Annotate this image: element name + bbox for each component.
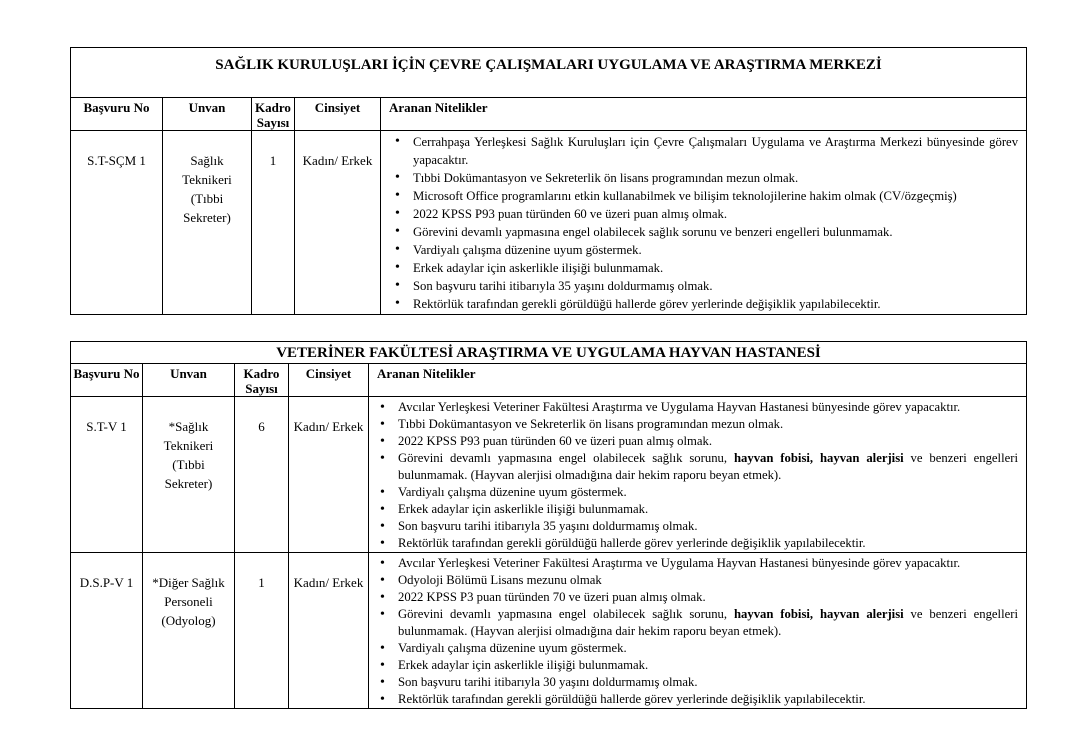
requirements-list: [369, 555, 1018, 708]
table-row: [71, 553, 1027, 709]
cell-kadro-sayisi: 6: [235, 397, 289, 553]
requirement-item: • Tıbbi Dokümantasyon ve Sekreterlik ön lisans programından mezun olmak.: [381, 169, 1018, 187]
cell-unvan: Sağlık Teknikeri (Tıbbi Sekreter): [163, 131, 252, 315]
col-header-cinsiyet: Cinsiyet: [295, 98, 381, 131]
col-header-cinsiyet: Cinsiyet: [289, 364, 369, 397]
table-cevre-calismalari-merkezi: [70, 47, 1027, 315]
requirement-item: • Erkek adaylar için askerlikle ilişiği bulunmamak.: [369, 501, 1018, 518]
requirement-item: • Erkek adaylar için askerlikle ilişiği bulunmamak.: [369, 657, 1018, 674]
col-header-basvuru-no: Başvuru No: [71, 364, 143, 397]
requirement-item: • Avcılar Yerleşkesi Veteriner Fakültesi Araştırma ve Uygulama Hayvan Hastanesi bünyesinde görev yapacaktır.: [369, 399, 1018, 416]
cell-aranan-nitelikler: [369, 553, 1027, 709]
requirement-item: • Rektörlük tarafından gerekli görüldüğü hallerde görev yerlerinde değişiklik yapılabilecektir.: [369, 535, 1018, 552]
requirement-item: • Son başvuru tarihi itibarıyla 35 yaşını doldurmamış olmak.: [369, 518, 1018, 535]
col-header-kadro-sayisi: Kadro Sayısı: [235, 364, 289, 397]
col-header-unvan: Unvan: [143, 364, 235, 397]
table-veteriner-hayvan-hastanesi: [70, 341, 1027, 709]
requirement-text: Görevini devamlı yapmasına engel olabilecek sağlık sorunu,: [398, 451, 734, 465]
requirement-item: • Rektörlük tarafından gerekli görüldüğü hallerde görev yerlerinde değişiklik yapılabilecektir.: [369, 691, 1018, 708]
requirement-item: • Odyoloji Bölümü Lisans mezunu olmak: [369, 572, 1018, 589]
col-header-aranan-nitelikler: Aranan Nitelikler: [369, 364, 1027, 397]
requirement-item: • Vardiyalı çalışma düzenine uyum göstermek.: [369, 640, 1018, 657]
col-header-aranan-nitelikler: Aranan Nitelikler: [381, 98, 1027, 131]
cell-cinsiyet: Kadın/ Erkek: [295, 131, 381, 315]
requirements-list: [381, 133, 1018, 313]
requirement-item: • Erkek adaylar için askerlikle ilişiği bulunmamak.: [381, 259, 1018, 277]
cell-basvuru-no: D.S.P-V 1: [71, 553, 143, 709]
cell-cinsiyet: Kadın/ Erkek: [289, 553, 369, 709]
requirement-item: [369, 606, 1018, 640]
cell-cinsiyet: Kadın/ Erkek: [289, 397, 369, 553]
requirement-item: • Son başvuru tarihi itibarıyla 35 yaşını doldurmamış olmak.: [381, 277, 1018, 295]
table-row: [71, 397, 1027, 553]
requirement-item: • Görevini devamlı yapmasına engel olabilecek sağlık sorunu ve benzeri engelleri bulunmamak.: [381, 223, 1018, 241]
requirement-item: • Son başvuru tarihi itibarıyla 30 yaşını doldurmamış olmak.: [369, 674, 1018, 691]
requirement-item: • Microsoft Office programlarını etkin kullanabilmek ve bilişim teknolojilerine hakim olmak (CV/özgeçmiş): [381, 187, 1018, 205]
requirement-item: [369, 450, 1018, 484]
requirement-text: ve benzeri engelleri bulunmamak. (Hayvan alerjisi olmadığına dair hekim raporu beyan etmek).: [398, 451, 1018, 482]
requirement-item: • Rektörlük tarafından gerekli görüldüğü hallerde görev yerlerinde değişiklik yapılabilecektir.: [381, 295, 1018, 313]
cell-unvan: *Sağlık Teknikeri (Tıbbi Sekreter): [143, 397, 235, 553]
requirement-item: • Avcılar Yerleşkesi Veteriner Fakültesi Araştırma ve Uygulama Hayvan Hastanesi bünyesinde görev yapacaktır.: [369, 555, 1018, 572]
requirement-item: • 2022 KPSS P93 puan türünden 60 ve üzeri puan almış olmak.: [369, 433, 1018, 450]
requirement-item: • Vardiyalı çalışma düzenine uyum göstermek.: [369, 484, 1018, 501]
requirement-item: • Tıbbi Dokümantasyon ve Sekreterlik ön lisans programından mezun olmak.: [369, 416, 1018, 433]
cell-kadro-sayisi: 1: [252, 131, 295, 315]
requirements-list: [369, 399, 1018, 552]
requirement-item: • Cerrahpaşa Yerleşkesi Sağlık Kuruluşları için Çevre Çalışmaları Uygulama ve Araştırma Merkezi bünyesinde görev yapacaktır.: [381, 133, 1018, 169]
requirement-text: ve benzeri engelleri bulunmamak. (Hayvan alerjisi olmadığına dair hekim raporu beyan etmek).: [398, 607, 1018, 638]
cell-unvan: *Diğer Sağlık Personeli (Odyolog): [143, 553, 235, 709]
cell-aranan-nitelikler: [369, 397, 1027, 553]
requirement-text: Görevini devamlı yapmasına engel olabilecek sağlık sorunu,: [398, 607, 734, 621]
requirement-bold-text: hayvan fobisi, hayvan alerjisi: [733, 607, 904, 621]
table-row: [71, 131, 1027, 315]
table-title: SAĞLIK KURULUŞLARI İÇİN ÇEVRE ÇALIŞMALARI UYGULAMA VE ARAŞTIRMA MERKEZİ: [71, 48, 1027, 98]
cell-basvuru-no: S.T-SÇM 1: [71, 131, 163, 315]
cell-aranan-nitelikler: [381, 131, 1027, 315]
table-title: VETERİNER FAKÜLTESİ ARAŞTIRMA VE UYGULAMA HAYVAN HASTANESİ: [71, 342, 1027, 364]
cell-kadro-sayisi: 1: [235, 553, 289, 709]
requirement-item: • 2022 KPSS P3 puan türünden 70 ve üzeri puan almış olmak.: [369, 589, 1018, 606]
col-header-unvan: Unvan: [163, 98, 252, 131]
requirement-item: • 2022 KPSS P93 puan türünden 60 ve üzeri puan almış olmak.: [381, 205, 1018, 223]
cell-basvuru-no: S.T-V 1: [71, 397, 143, 553]
col-header-kadro-sayisi: Kadro Sayısı: [252, 98, 295, 131]
requirement-bold-text: hayvan fobisi, hayvan alerjisi: [733, 451, 904, 465]
requirement-item: • Vardiyalı çalışma düzenine uyum göstermek.: [381, 241, 1018, 259]
col-header-basvuru-no: Başvuru No: [71, 98, 163, 131]
